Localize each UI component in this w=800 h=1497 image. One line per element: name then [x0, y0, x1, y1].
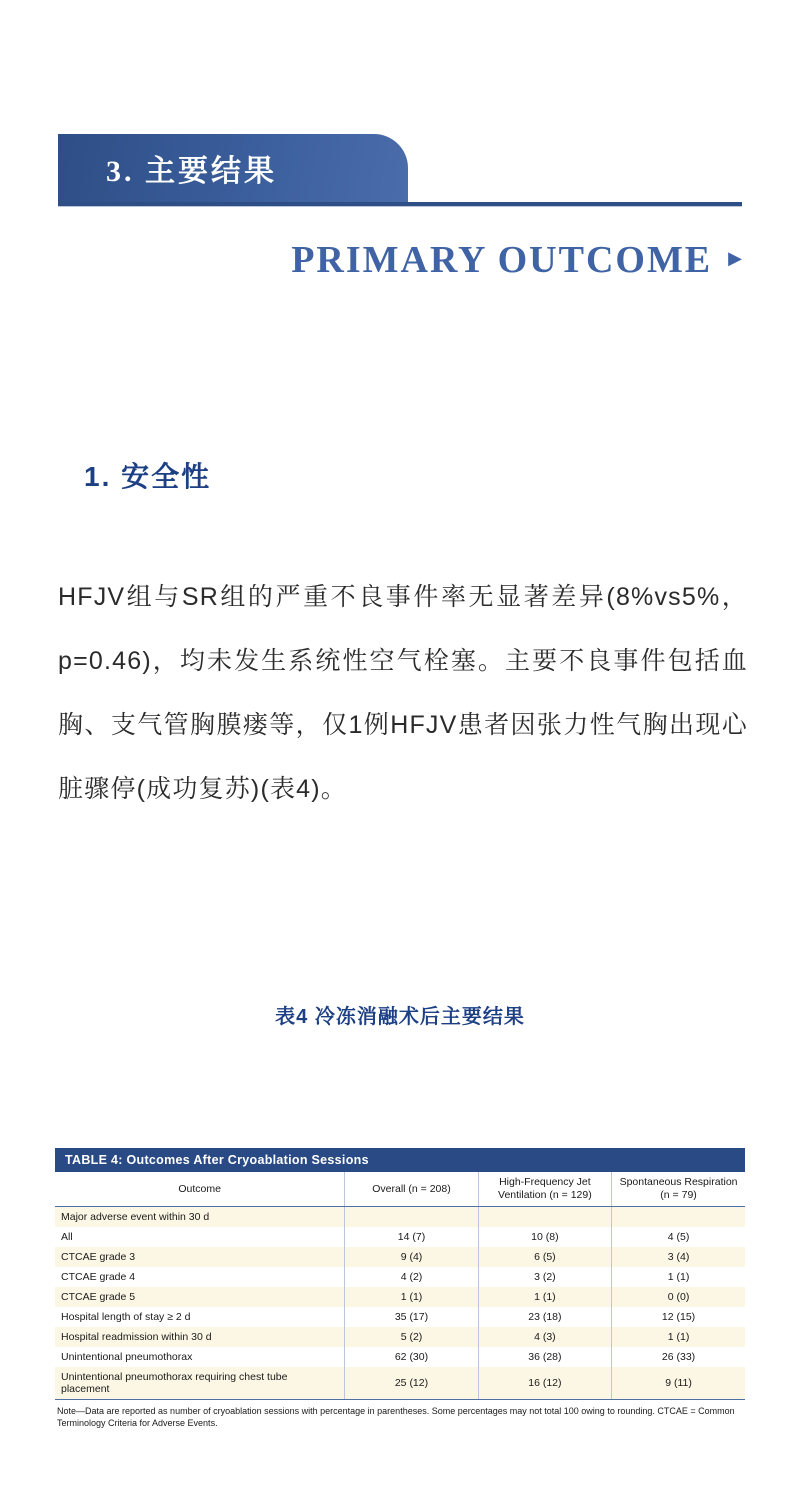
column-header-hfjv-line2: Ventilation (n = 129)	[498, 1189, 592, 1202]
table-header-row	[55, 1172, 745, 1207]
column-header-overall: Overall (n = 208)	[345, 1172, 478, 1207]
table-cell-value: 3 (4)	[612, 1247, 745, 1267]
table-cell-value: 1 (1)	[612, 1267, 745, 1287]
table-row	[55, 1227, 745, 1247]
table-cell-value: 10 (8)	[478, 1227, 611, 1247]
table-cell-value: 25 (12)	[345, 1367, 478, 1399]
table-cell-value	[345, 1207, 478, 1228]
table-row	[55, 1207, 745, 1228]
column-header-hfjv-line1: High-Frequency Jet	[499, 1176, 591, 1188]
section-title: 3. 主要结果	[106, 155, 277, 188]
table-row	[55, 1307, 745, 1327]
table-cell-value: 3 (2)	[478, 1267, 611, 1287]
table-caption: 表4 冷冻消融术后主要结果	[275, 1006, 525, 1028]
table-cell-value: 1 (1)	[612, 1327, 745, 1347]
figure-table-4	[55, 1148, 745, 1430]
table-cell-value: 6 (5)	[478, 1247, 611, 1267]
column-header-hfjv	[478, 1172, 611, 1207]
table-body	[55, 1207, 745, 1400]
column-header-outcome: Outcome	[55, 1172, 345, 1207]
column-header-sr-line1: Spontaneous Respiration	[619, 1176, 738, 1188]
figure-note: Note—Data are reported as number of cryoablation sessions with percentage in parentheses. Some percentages may not total 100 owing to rounding. CTCAE = Common Terminology Criteria for Adverse Events.	[55, 1399, 745, 1429]
table-cell-value: 35 (17)	[345, 1307, 478, 1327]
column-header-sr	[612, 1172, 745, 1207]
table-cell-value	[612, 1207, 745, 1228]
table-cell-label: Hospital readmission within 30 d	[55, 1327, 345, 1347]
table-cell-value: 4 (5)	[612, 1227, 745, 1247]
outcomes-table	[55, 1172, 745, 1399]
table-row	[55, 1347, 745, 1367]
table-header	[55, 1172, 745, 1207]
table-cell-label: Unintentional pneumothorax	[55, 1347, 345, 1367]
section-banner-tab	[58, 134, 408, 202]
table-cell-label: CTCAE grade 4	[55, 1267, 345, 1287]
banner-rule-thin	[58, 206, 742, 207]
table-cell-value	[478, 1207, 611, 1228]
table-cell-value: 0 (0)	[612, 1287, 745, 1307]
table-cell-label: Hospital length of stay ≥ 2 d	[55, 1307, 345, 1327]
table-cell-value: 26 (33)	[612, 1347, 745, 1367]
table-cell-value: 5 (2)	[345, 1327, 478, 1347]
column-header-sr-line2: (n = 79)	[660, 1189, 697, 1202]
table-cell-value: 9 (11)	[612, 1367, 745, 1399]
triangle-right-icon: ▶	[728, 248, 742, 268]
subtitle-english: PRIMARY OUTCOME	[291, 239, 713, 281]
table-row	[55, 1287, 745, 1307]
table-cell-value: 1 (1)	[478, 1287, 611, 1307]
table-cell-value: 16 (12)	[478, 1367, 611, 1399]
table-cell-value: 4 (3)	[478, 1327, 611, 1347]
section-banner	[58, 134, 742, 220]
table-cell-value: 23 (18)	[478, 1307, 611, 1327]
table-row	[55, 1367, 745, 1399]
table-cell-value: 4 (2)	[345, 1267, 478, 1287]
body-paragraph: HFJV组与SR组的严重不良事件率无显著差异(8%vs5%，p=0.46)，均未发生系统性空气栓塞。主要不良事件包括血胸、支气管胸膜瘘等，仅1例HFJV患者因张力性气胸出现心脏骤停(成功复苏)(表4)。	[58, 583, 748, 803]
subsection-heading: 1. 安全性	[84, 461, 212, 492]
table-cell-value: 36 (28)	[478, 1347, 611, 1367]
table-cell-value: 62 (30)	[345, 1347, 478, 1367]
figure-title: TABLE 4: Outcomes After Cryoablation Sessions	[55, 1148, 745, 1172]
table-cell-label: CTCAE grade 5	[55, 1287, 345, 1307]
table-cell-value: 1 (1)	[345, 1287, 478, 1307]
table-cell-value: 14 (7)	[345, 1227, 478, 1247]
table-row	[55, 1247, 745, 1267]
table-cell-label: Major adverse event within 30 d	[55, 1207, 345, 1228]
table-cell-label: Unintentional pneumothorax requiring chest tube placement	[55, 1367, 345, 1399]
table-row	[55, 1327, 745, 1347]
table-cell-label: All	[55, 1227, 345, 1247]
subtitle-row	[58, 238, 742, 282]
table-cell-value: 9 (4)	[345, 1247, 478, 1267]
table-cell-value: 12 (15)	[612, 1307, 745, 1327]
table-cell-label: CTCAE grade 3	[55, 1247, 345, 1267]
table-row	[55, 1267, 745, 1287]
